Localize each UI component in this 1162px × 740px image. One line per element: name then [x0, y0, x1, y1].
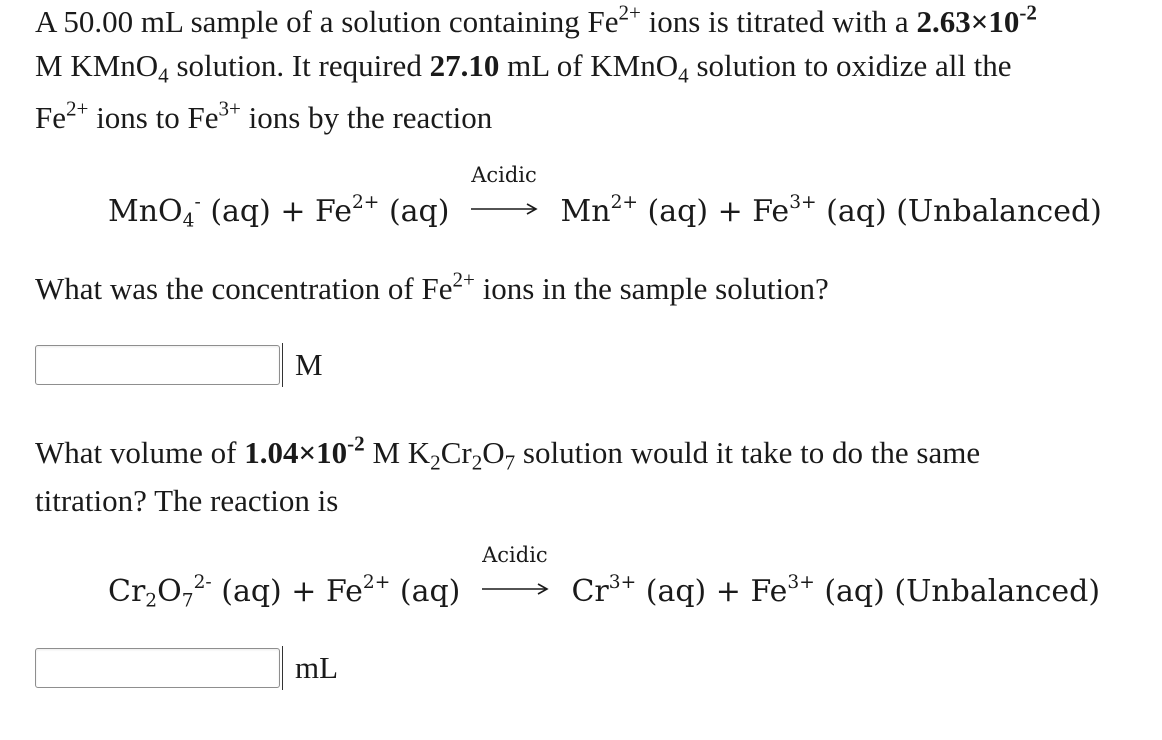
intro-text: solution to oxidize all the: [688, 48, 1012, 83]
charge-superscript: 2-: [193, 571, 212, 593]
charge-superscript: 2+: [351, 191, 380, 213]
charge-superscript: 2+: [452, 267, 475, 292]
reactant-dichromate: Cr: [108, 574, 146, 609]
charge-superscript: 2+: [362, 571, 391, 593]
reaction-condition: Acidic: [482, 543, 548, 567]
right-arrow-icon: [469, 197, 539, 221]
equation-text: (aq) + Fe: [647, 194, 790, 229]
reactant-mno4: MnO: [108, 194, 183, 229]
subscript: 7: [181, 590, 194, 612]
reaction-1-equation: [108, 163, 1102, 232]
concentration-answer-input[interactable]: [35, 345, 280, 385]
subscript: 4: [158, 63, 169, 88]
equation-text: (aq) + Fe: [221, 574, 363, 609]
question-text: Cr: [440, 435, 472, 470]
intro-text: solution. It required: [168, 48, 430, 83]
equation-text: (aq): [388, 194, 450, 229]
subscript: 2: [471, 450, 483, 475]
intro-text: Fe: [35, 100, 66, 135]
kmno4-concentration: $2.63\times 10^{-2}$: [916, 0, 1037, 39]
reaction-arrow: [480, 543, 550, 605]
question-text: titration? The reaction is: [35, 483, 339, 518]
equation-text: O: [157, 574, 182, 609]
intro-text: mL of KMnO: [499, 48, 679, 83]
question-text: M K: [364, 435, 431, 470]
dichromate-concentration: $1.04\times 10^{-2}$: [244, 431, 365, 470]
intro-text: A 50.00 mL sample of a solution containing Fe: [35, 4, 619, 39]
intro-text: ions to Fe: [88, 100, 219, 135]
question-text: O: [482, 435, 505, 470]
charge-superscript: 3+: [608, 571, 637, 593]
charge-superscript: 2+: [610, 191, 638, 213]
charge-superscript: 2+: [618, 0, 641, 25]
product-mn: Mn: [560, 194, 611, 229]
equation-text: (aq) + Fe: [645, 574, 788, 609]
equation-text: (aq) (Unbalanced): [824, 574, 1101, 609]
reaction-condition: Acidic: [471, 163, 537, 187]
charge-superscript: 3+: [789, 191, 817, 213]
equation-text: (aq): [399, 574, 461, 609]
subscript: 4: [678, 63, 689, 88]
question-text: What was the concentration of Fe: [35, 271, 453, 306]
equation-text: (aq) + Fe: [210, 194, 352, 229]
question-text: solution would it take to do the same: [515, 435, 981, 470]
subscript: 4: [182, 210, 195, 232]
intro-text: M KMnO: [35, 48, 159, 83]
subscript: 7: [504, 450, 516, 475]
charge-superscript: -: [194, 191, 201, 213]
charge-superscript: 3+: [218, 96, 241, 121]
subscript: 2: [145, 590, 158, 612]
question-text: ions in the sample solution?: [474, 271, 829, 306]
equation-text: (aq) (Unbalanced): [826, 194, 1102, 229]
question-text: What volume of: [35, 435, 245, 470]
unit-label-ml: mL: [282, 646, 338, 690]
charge-superscript: 2+: [66, 96, 89, 121]
unit-label-m: M: [282, 343, 323, 387]
subscript: 2: [430, 450, 441, 475]
reaction-arrow: [469, 163, 539, 225]
reaction-2-equation: [108, 543, 1101, 612]
intro-text: ions by the reaction: [240, 100, 493, 135]
product-cr: Cr: [571, 574, 609, 609]
charge-superscript: 3+: [787, 571, 815, 593]
right-arrow-icon: [480, 577, 550, 601]
intro-text: ions is titrated with a: [640, 4, 917, 39]
volume-answer-input[interactable]: [35, 648, 280, 688]
kmno4-volume: 27.10: [429, 48, 500, 83]
